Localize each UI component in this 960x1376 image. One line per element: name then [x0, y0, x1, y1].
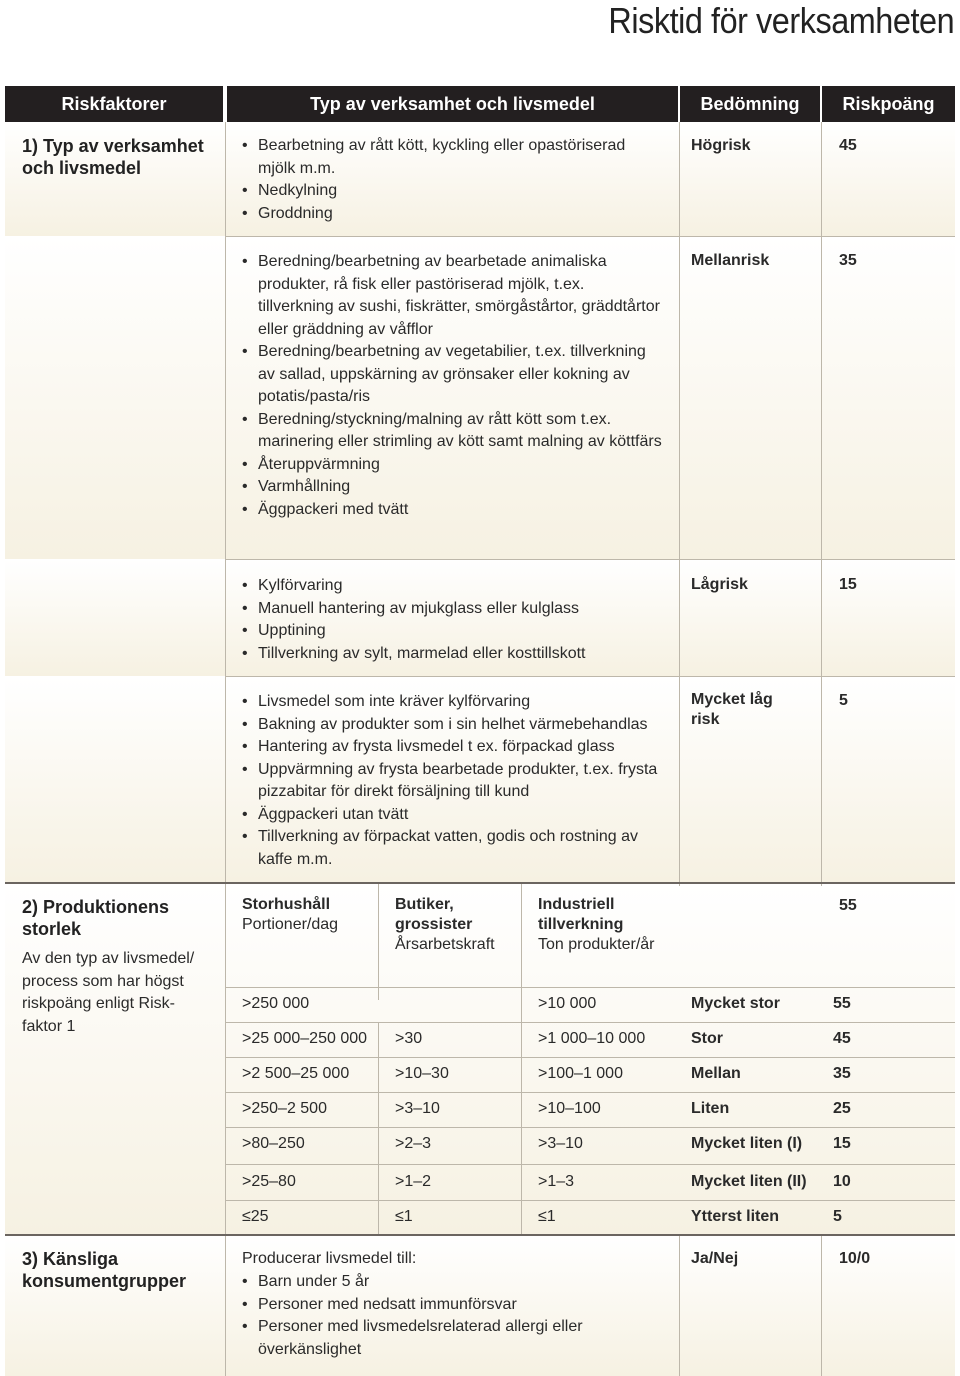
cell: >10 000 [538, 995, 597, 1012]
assessment: Mellan [691, 1065, 741, 1082]
factor1-group1-list [242, 135, 662, 225]
factor3-label: 3) Känsliga konsumentgrupper [22, 1249, 187, 1291]
row-sep-2 [226, 559, 955, 560]
assessment: Stor [691, 1030, 723, 1047]
factor1-group3-list [242, 575, 662, 665]
list-item: • Beredning/bearbetning av vegetabilier, t.ex. tillverkning av sallad, uppskärning av grönsaker eller kokning av potatis/pasta/ris [242, 341, 662, 409]
assessment: Liten [691, 1100, 730, 1117]
assessment: Ytterst liten [691, 1208, 780, 1225]
col-sep-5 [521, 884, 522, 1000]
cell: >80–250 [242, 1135, 305, 1152]
list-item: • Tillverkning av sylt, marmelad eller kosttillskott [242, 643, 662, 666]
list-item: • Beredning/bearbetning av bearbetade animaliska produkter, rå fisk eller pastöriserad mjölk, t.ex. tillverkning av sushi, fiskrätter, smörgåstårtor, gräddtårtor eller gräddning av våfflor [242, 251, 662, 341]
colhead-industri [538, 895, 678, 955]
row-sep-10 [226, 1200, 955, 1201]
list-item: • Bakning av produkter som i sin helhet värmebehandlas [242, 714, 667, 737]
colhead-title: Butiker, grossister [395, 896, 473, 933]
points: 10/0 [839, 1250, 871, 1267]
factor3-list [242, 1271, 622, 1361]
header-typ: Typ av verksamhet och livsmedel [227, 86, 678, 122]
assessment: Mellanrisk [691, 252, 770, 269]
points: 5 [833, 1208, 842, 1225]
factor3-intro: Producerar livsmedel till: [242, 1250, 417, 1267]
list-item: • Barn under 5 år [242, 1271, 622, 1294]
assessment: Mycket liten (II) [691, 1173, 807, 1190]
col-sep-6 [378, 1022, 379, 1236]
cell: ≤25 [242, 1208, 269, 1225]
points: 15 [833, 1135, 851, 1152]
list-item: • Äggpackeri med tvätt [242, 499, 662, 522]
row-sep-8 [226, 1127, 955, 1128]
cell: >250–2 500 [242, 1100, 327, 1117]
section-sep-1 [5, 882, 955, 884]
cell: >100–1 000 [538, 1065, 623, 1082]
cell: >1 000–10 000 [538, 1030, 646, 1047]
colhead-sub: Ton produkter/år [538, 936, 655, 953]
cell: >3–10 [395, 1100, 440, 1117]
cell: >10–30 [395, 1065, 449, 1082]
header-riskpoang: Riskpoäng [822, 86, 955, 122]
factor1-label: 1) Typ av verksamhet och livsmedel [22, 136, 204, 178]
colhead-title: Storhushåll [242, 896, 331, 913]
factor2-description: Av den typ av livsmedel/ process som har högst riskpoäng enligt Risk-faktor 1 [22, 950, 195, 1035]
list-item: • Personer med nedsatt immunförsvar [242, 1294, 622, 1317]
points: 55 [839, 897, 857, 914]
list-item: • Beredning/styckning/malning av rått kött som t.ex. marinering eller strimling av kött samt malning av köttfärs [242, 409, 662, 454]
cell: ≤1 [395, 1208, 413, 1225]
list-item: • Tillverkning av förpackat vatten, godis och rostning av kaffe m.m. [242, 826, 667, 871]
assessment: Mycket liten (I) [691, 1135, 803, 1152]
cell: >30 [395, 1030, 423, 1047]
list-item: • Nedkylning [242, 180, 662, 203]
factor1-group2-list [242, 251, 662, 521]
row-sep-7 [226, 1092, 955, 1093]
list-item: • Hantering av frysta livsmedel t ex. förpackad glass [242, 736, 667, 759]
cell: >3–10 [538, 1135, 583, 1152]
points: 15 [839, 576, 857, 593]
factor2-label: 2) Produktionens storlek [22, 897, 170, 939]
colhead-title: Industriell tillverkning [538, 896, 624, 933]
cell: >2–3 [395, 1135, 432, 1152]
cell: >2 500–25 000 [242, 1065, 350, 1082]
list-item: • Bearbetning av rått kött, kyckling eller opastöriserad mjölk m.m. [242, 135, 662, 180]
list-item: • Manuell hantering av mjukglass eller kulglass [242, 598, 662, 621]
points: 45 [833, 1030, 851, 1047]
points: 45 [839, 137, 857, 154]
colhead-sub: Portioner/dag [242, 916, 339, 933]
list-item: • Varmhållning [242, 476, 662, 499]
points: 55 [833, 995, 851, 1012]
cell: >25 000–250 000 [242, 1030, 368, 1047]
section-sep-2 [5, 1234, 955, 1236]
col-sep-7 [521, 988, 522, 1236]
points: 5 [839, 692, 848, 709]
points: 10 [833, 1173, 851, 1190]
list-item: • Äggpackeri utan tvätt [242, 804, 667, 827]
col-sep-1 [225, 122, 226, 1376]
list-item: • Uppvärmning av frysta bearbetade produkter, t.ex. frysta pizzabitar för direkt försäljning till kund [242, 759, 667, 804]
assessment: Ja/Nej [691, 1250, 739, 1267]
row-sep-1 [226, 236, 955, 237]
assessment: Mycket låg risk [691, 691, 773, 728]
header-riskfaktorer: Riskfaktorer [5, 86, 223, 122]
row-sep-5 [226, 1022, 955, 1023]
row-sep-4 [226, 987, 955, 988]
row-sep-3 [226, 676, 955, 677]
points: 35 [839, 252, 857, 269]
assessment: Högrisk [691, 137, 751, 154]
list-item: • Livsmedel som inte kräver kylförvaring [242, 691, 667, 714]
list-item: • Groddning [242, 203, 662, 226]
cell: >250 000 [242, 995, 310, 1012]
colhead-butiker [395, 895, 515, 955]
list-item: • Personer med livsmedelsrelaterad allergi eller överkänslighet [242, 1316, 622, 1361]
cell: >1–3 [538, 1173, 575, 1190]
row-sep-6 [226, 1057, 955, 1058]
cell: >10–100 [538, 1100, 601, 1117]
list-item: • Kylförvaring [242, 575, 662, 598]
colhead-storhushall [242, 895, 372, 935]
factor1-group4-list [242, 691, 667, 871]
points: 25 [833, 1100, 851, 1117]
assessment: Mycket stor [691, 995, 780, 1012]
list-item: • Återuppvärmning [242, 454, 662, 477]
cell: >25–80 [242, 1173, 296, 1190]
page-title: Risktid för verksamheten [608, 0, 954, 41]
row-sep-9 [226, 1164, 955, 1165]
colhead-sub: Årsarbetskraft [395, 936, 495, 953]
header-bedomning: Bedömning [680, 86, 820, 122]
cell: >1–2 [395, 1173, 432, 1190]
assessment: Lågrisk [691, 576, 748, 593]
points: 35 [833, 1065, 851, 1082]
cell: ≤1 [538, 1208, 556, 1225]
col-sep-4 [378, 884, 379, 1000]
col-sep-8 [679, 1236, 680, 1376]
col-sep-9 [821, 1236, 822, 1376]
list-item: • Upptining [242, 620, 662, 643]
